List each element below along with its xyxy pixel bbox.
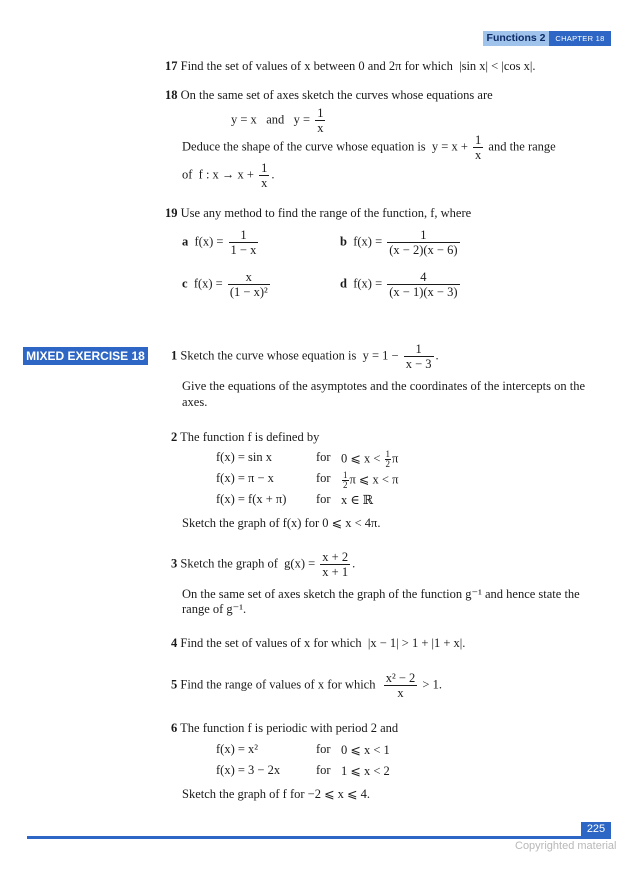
fraction: $\frac{1}{1 - x}$ (230, 228, 257, 257)
mapping: f : x → x + (198, 167, 254, 182)
for-word: for (316, 742, 331, 756)
mixed-q1-line3: axes. (182, 395, 208, 409)
inequality: |x − 1| > 1 + |1 + x|. (367, 636, 466, 650)
period: . (271, 167, 275, 182)
domain-condition (341, 450, 398, 469)
question-text: Use any method to find the range of the function, f, where (180, 206, 472, 220)
section-header: Functions 2 (483, 31, 549, 46)
q18-of-line (182, 161, 274, 190)
mixed-q2-row1 (216, 449, 516, 469)
for-word: for (316, 450, 331, 464)
domain-condition (341, 471, 398, 490)
domain-condition: 1 ⩽ x < 2 (341, 764, 390, 778)
mixed-q2-row3 (216, 492, 516, 508)
mixed-q3 (171, 550, 355, 579)
deduce-text: Deduce the shape of the curve whose equation is (182, 139, 426, 154)
function-def: f(x) = π − x (216, 471, 274, 485)
footer-rule (27, 836, 611, 839)
question-number: 2 (171, 430, 178, 444)
question-text: The function f is periodic with period 2 and (180, 721, 399, 735)
fraction: $\frac{1}{x - 3}$ (405, 342, 432, 371)
fraction: $\frac{1}{(x - 2)(x - 6)}$ (389, 228, 458, 257)
part-label: d (340, 276, 347, 291)
q19-part-c (182, 270, 272, 299)
fraction: $\frac{1}{x}$ (317, 106, 324, 135)
part-lhs: f(x) = (353, 276, 383, 291)
cond-text: π ⩽ x < π (349, 472, 399, 487)
question-text: Find the range of values of x for which (180, 677, 376, 692)
for-word: for (316, 492, 331, 506)
question-number: 1 (171, 348, 178, 363)
question-number: 19 (165, 206, 178, 220)
question-number: 5 (171, 677, 178, 692)
question-text: The function f is defined by (180, 430, 320, 444)
period: . (435, 348, 439, 363)
fraction: $\frac{x}{\text{(1 − x)²}}$ (229, 270, 268, 299)
part-label: a (182, 234, 189, 249)
question-text: Sketch the curve whose equation is (180, 348, 357, 363)
half-fraction: $\frac{1}{2}$ (385, 449, 391, 469)
mixed-q1 (171, 342, 439, 371)
half-fraction: $\frac{1}{2}$ (343, 470, 348, 490)
deduce-equation: y = x + (431, 139, 468, 154)
question-text: Sketch the graph of (180, 556, 278, 571)
q19-part-b (340, 228, 462, 257)
deduce-post-text: and the range (488, 139, 556, 154)
function-def: f(x) = x² (216, 742, 259, 756)
mixed-q6-row2 (216, 763, 516, 779)
mixed-exercise-badge: MIXED EXERCISE 18 (23, 347, 148, 365)
for-word: for (316, 763, 331, 777)
of-text: of (182, 167, 193, 182)
part-label: c (182, 276, 188, 291)
equation-curve: y = (293, 112, 311, 127)
inequality: |sin x| < |cos x|. (459, 59, 536, 73)
period: . (352, 556, 356, 571)
fraction: $\frac{4}{(x - 1)(x - 3)}$ (389, 270, 458, 299)
mixed-q3-line3: range of g⁻¹. (182, 602, 247, 616)
and-word: and (266, 112, 285, 127)
q19-part-a (182, 228, 260, 257)
mixed-q4 (171, 636, 465, 651)
mixed-q3-line2: On the same set of axes sketch the graph of the function g⁻¹ and hence state the (182, 587, 580, 601)
mixed-q1-line2: Give the equations of the asymptotes and the coordinates of the intercepts on the (182, 379, 586, 393)
fraction: $\frac{1}{x}$ (475, 133, 482, 162)
question-17 (165, 59, 536, 74)
question-19 (165, 206, 471, 221)
mixed-q6 (171, 721, 398, 736)
part-lhs: f(x) = (193, 276, 223, 291)
equation: g(x) = (284, 556, 316, 571)
equation-line: y = x (231, 112, 257, 127)
question-text: On the same set of axes sketch the curves whose equations are (180, 88, 493, 102)
question-text: Find the set of values of x between 0 and 2π for which (180, 59, 453, 73)
mixed-q2 (171, 430, 319, 445)
page-number: 225 (581, 822, 611, 837)
question-18 (165, 88, 493, 103)
mixed-q5 (171, 671, 442, 700)
function-def: f(x) = 3 − 2x (216, 763, 281, 777)
fraction: $\frac{1}{x}$ (261, 161, 268, 190)
for-word: for (316, 471, 331, 485)
copyright-watermark: Copyrighted material (515, 840, 617, 852)
domain-condition: x ∈ ℝ (341, 493, 374, 507)
mixed-q2-row2 (216, 470, 516, 490)
part-lhs: f(x) = (353, 234, 383, 249)
question-number: 4 (171, 636, 178, 650)
cond-text: π (392, 451, 399, 466)
q18-equations (231, 106, 327, 135)
equation: y = 1 − (362, 348, 399, 363)
cond-text: 0 ⩽ x < (341, 451, 381, 466)
mixed-q6-sketch: Sketch the graph of f for −2 ⩽ x ⩽ 4. (182, 787, 371, 801)
fraction: $\frac{x + 2}{x + 1}$ (322, 550, 349, 579)
question-number: 6 (171, 721, 178, 735)
q18-deduce (182, 133, 556, 162)
inequality-end: > 1. (422, 677, 442, 692)
function-def: f(x) = f(x + π) (216, 492, 287, 506)
question-number: 18 (165, 88, 178, 102)
part-label: b (340, 234, 347, 249)
function-def: f(x) = sin x (216, 450, 272, 464)
mixed-q2-sketch: Sketch the graph of f(x) for 0 ⩽ x < 4π. (182, 516, 381, 530)
chapter-header: CHAPTER 18 (549, 31, 611, 46)
q19-part-d (340, 270, 462, 299)
domain-condition: 0 ⩽ x < 1 (341, 743, 390, 757)
question-number: 17 (165, 59, 178, 73)
mixed-q6-row1 (216, 742, 516, 758)
fraction: $\frac{\text{x² − 2}}{x}$ (385, 671, 416, 700)
question-text: Find the set of values of x for which (180, 636, 362, 650)
part-lhs: f(x) = (194, 234, 224, 249)
question-number: 3 (171, 556, 178, 571)
